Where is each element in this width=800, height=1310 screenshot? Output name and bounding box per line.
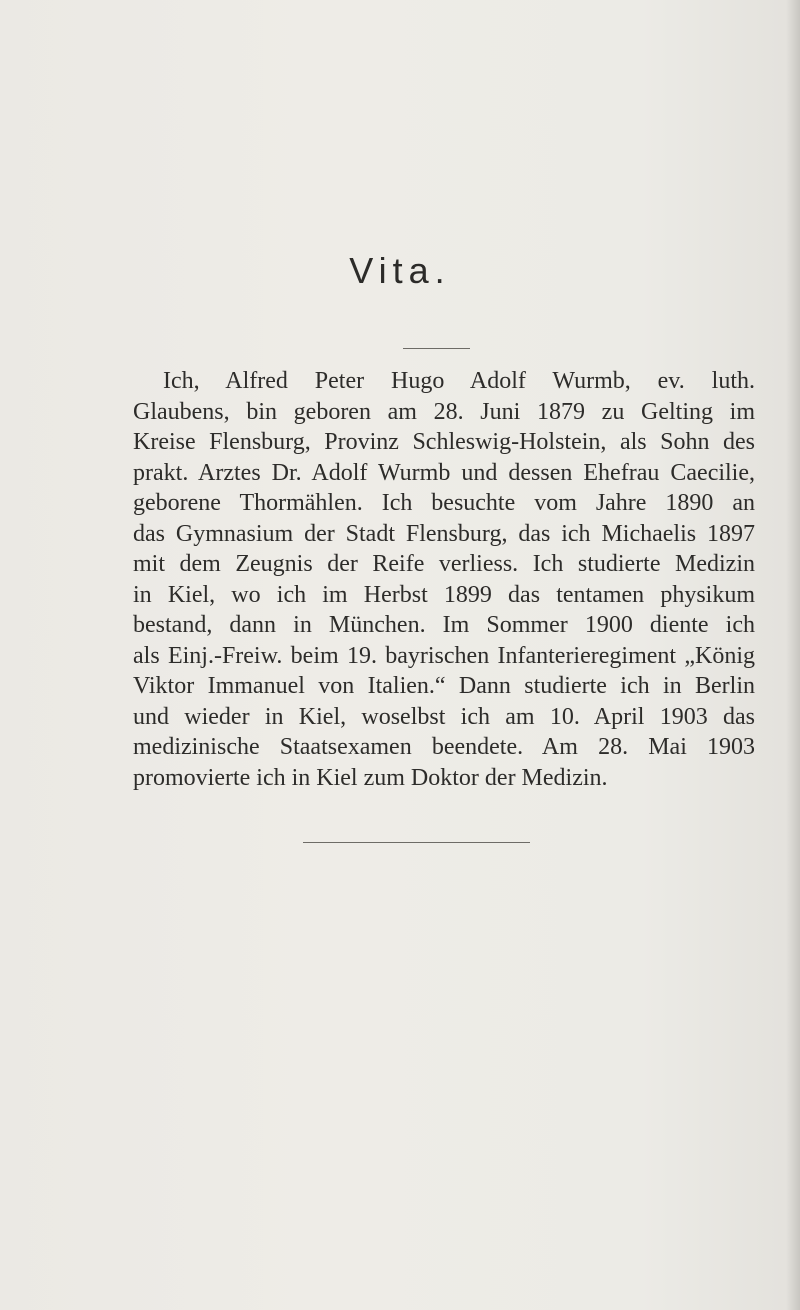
document-title: Vita.: [349, 250, 451, 291]
text-line: Kreise Flensburg, Provinz Schleswig-Holstein, als Sohn des: [133, 429, 755, 455]
text-line: geborene Thormählen. Ich besuchte vom Jahre 1890 an: [133, 490, 755, 516]
text-line: Ich, Alfred Peter Hugo Adolf Wurmb, ev. luth.: [163, 368, 755, 394]
text-line: als Einj.-Freiw. beim 19. bayrischen Infanterieregiment „König: [133, 642, 755, 669]
text-line: bestand, dann in München. Im Sommer 1900 diente ich: [133, 612, 755, 638]
text-line: in Kiel, wo ich im Herbst 1899 das tentamen physikum: [133, 581, 755, 608]
closing-divider: [303, 842, 530, 843]
text-line: das Gymnasium der Stadt Flensburg, das ich Michaelis 1897: [133, 520, 755, 547]
text-line: mit dem Zeugnis der Reife verliess. Ich studierte Medizin: [133, 551, 755, 577]
title-divider: [403, 348, 470, 349]
text-line: promovierte ich in Kiel zum Doktor der Medizin.: [133, 764, 608, 791]
text-line: Viktor Immanuel von Italien.“ Dann studierte ich in Berlin: [133, 673, 755, 699]
text-line: medizinische Staatsexamen beendete. Am 28. Mai 1903: [133, 734, 755, 760]
vita-paragraph: [133, 366, 755, 793]
text-line: Glaubens, bin geboren am 28. Juni 1879 zu Gelting im: [133, 398, 755, 425]
text-line: prakt. Arztes Dr. Adolf Wurmb und dessen Ehefrau Caecilie,: [133, 459, 755, 486]
page-edge-shadow: [786, 0, 800, 1310]
text-line: und wieder in Kiel, woselbst ich am 10. April 1903 das: [133, 703, 755, 730]
